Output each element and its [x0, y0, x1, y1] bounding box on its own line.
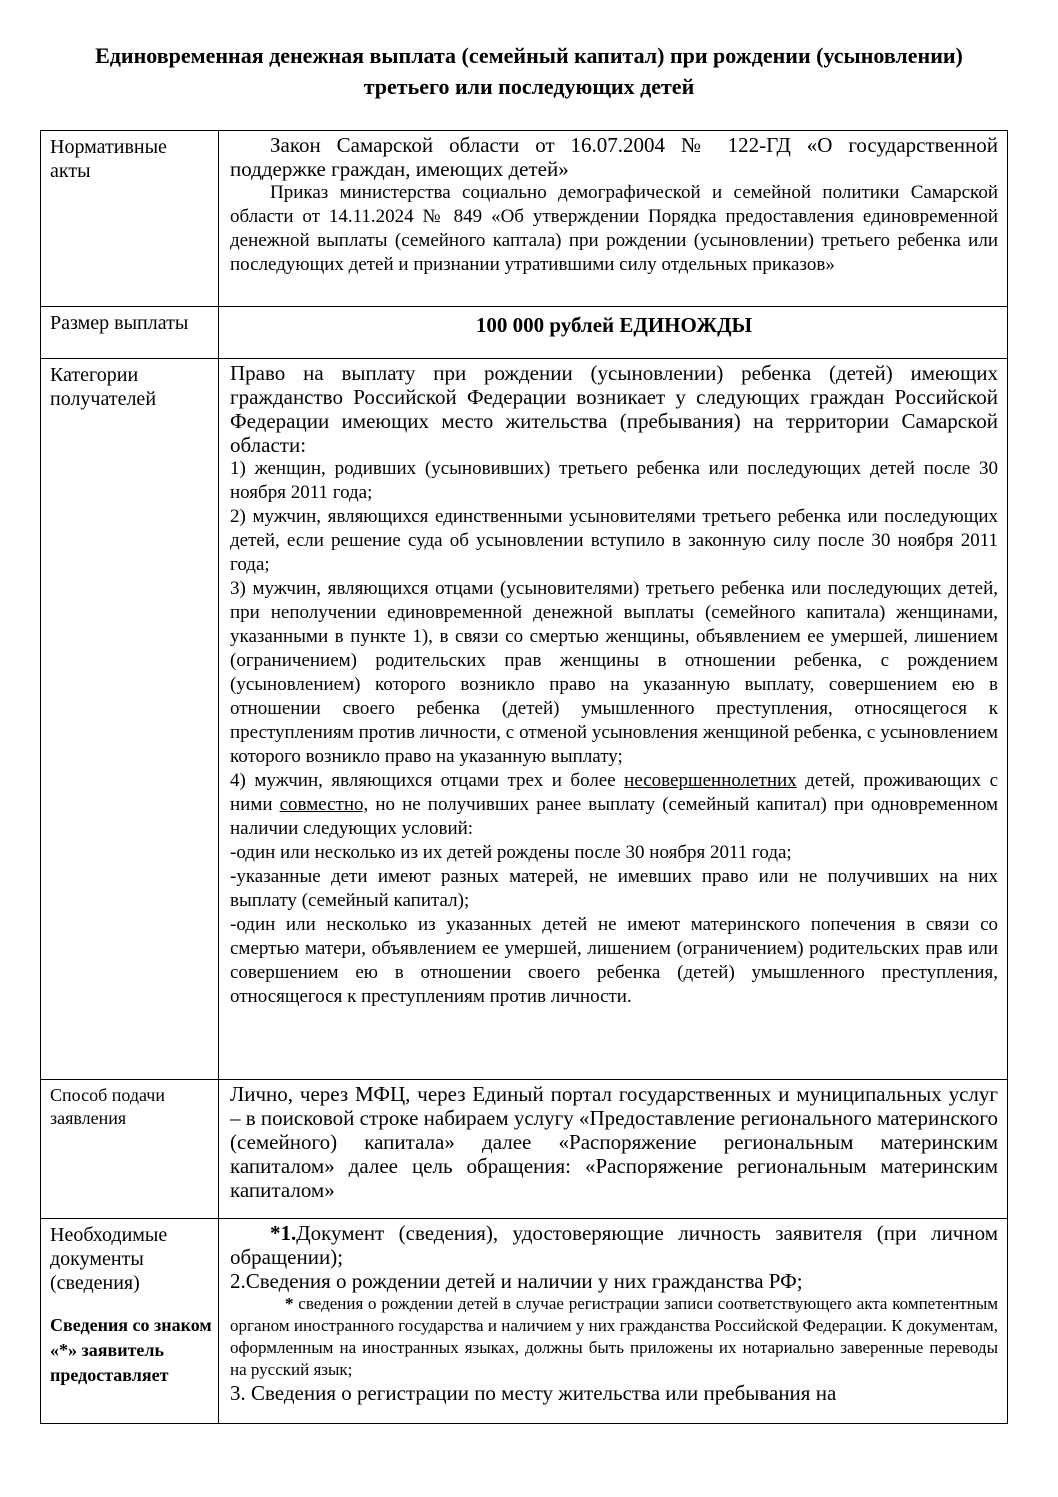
item4-part-a: 4) мужчин, являющихся отцами трех и более	[230, 770, 625, 791]
item4-part-c: но не получивших ранее выплату (семейный капитал) при одновременном наличии следующих условий:	[230, 794, 998, 839]
category-item-4	[230, 769, 998, 841]
category-item-1: 1) женщин, родивших (усыновивших) третьего ребенка или последующих детей после 30 ноября 2011 года;	[230, 458, 998, 503]
item4-underline-minors: несовершеннолетних	[624, 770, 797, 791]
categories-intro: Право на выплату при рождении (усыновлении) ребенка (детей) имеющих гражданство Российской Федерации возникает у следующих граждан Российской Федерации имеющих место жительства (пребывания) на территории Самарской области:	[230, 361, 998, 457]
document-item-3: 3. Сведения о регистрации по месту жительства или пребывания на	[230, 1381, 837, 1405]
label-payment-amount: Размер выплаты	[41, 307, 219, 359]
required-documents-title: Необходимые документы (сведения)	[50, 1224, 168, 1294]
info-table	[40, 130, 1008, 1424]
content-required-documents	[219, 1219, 1008, 1424]
law-reference: Закон Самарской области от 16.07.2004 № 122-ГД «О государственной поддержке граждан, имеющих детей»	[230, 133, 998, 181]
row-required-documents	[41, 1219, 1008, 1424]
document-item-1	[230, 1221, 998, 1269]
payment-amount-value: 100 000 рублей ЕДИНОЖДЫ	[475, 313, 753, 337]
document-item-2-note-marker: *	[285, 1294, 294, 1313]
row-application-method	[41, 1080, 1008, 1219]
content-payment-amount	[219, 307, 1008, 359]
document-item-2-note	[230, 1293, 998, 1381]
label-recipient-categories: Категории получателей	[41, 359, 219, 1080]
label-required-documents	[41, 1219, 219, 1424]
row-normative-acts	[41, 131, 1008, 307]
application-method-text: Лично, через МФЦ, через Единый портал государственных и муниципальных услуг – в поисковой строке набираем услугу «Предоставление регионального материнского (семейного) капитала» далее «Распоряжение региональным материнским капиталом» далее цель обращения: «Распоряжение региональным материнским капиталом»	[230, 1082, 998, 1202]
document-item-2-note-text: сведения о рождении детей в случае регистрации записи соответствующего акта компетентным органом иностранного государства и наличием у них гражданства Российской Федерации. К документам, оформленным на иностранных языках, должны быть приложены их нотариально заверенные переводы на русский язык;	[230, 1294, 998, 1379]
content-application-method	[219, 1080, 1008, 1219]
star-documents-note: Сведения со знаком «*» заявитель предоставляет	[50, 1315, 212, 1385]
row-payment-amount	[41, 307, 1008, 359]
item4-part-b: детей, проживающих с ними	[230, 770, 998, 815]
page-title: Единовременная денежная выплата (семейный капитал) при рождении (усыновлении) третьего или последующих детей	[95, 43, 963, 99]
label-application-method: Способ подачи заявления	[41, 1080, 219, 1219]
content-recipient-categories	[219, 359, 1008, 1080]
item4-underline-jointly: совместно,	[279, 794, 369, 815]
label-normative-acts: Нормативные акты	[41, 131, 219, 307]
content-normative-acts	[219, 131, 1008, 307]
document-item-1-text: Документ (сведения), удостоверяющие личность заявителя (при личном обращении);	[230, 1221, 998, 1269]
document-item-2: 2.Сведения о рождении детей и наличии у них гражданства РФ;	[230, 1269, 803, 1293]
row-recipient-categories	[41, 359, 1008, 1080]
condition-2: -указанные дети имеют разных матерей, не имевших право или не получивших на них выплату (семейный капитал);	[230, 866, 998, 911]
category-item-2: 2) мужчин, являющихся единственными усыновителями третьего ребенка или последующих детей, если решение суда об усыновлении вступило в законную силу после 30 ноября 2011 года;	[230, 506, 998, 575]
order-reference: Приказ министерства социально демографической и семейной политики Самарской области от 14.11.2024 № 849 «Об утверждении Порядка предоставления единовременной денежной выплаты (семейного каптала) при рождении (усыновлении) третьего ребенка или последующих детей и признании утратившими силу отдельных приказов»	[230, 182, 998, 275]
condition-3: -один или несколько из указанных детей не имеют материнского попечения в связи со смертью матери, объявлением ее умершей, лишением (ограничением) родительских прав или совершением ею в отношении своего ребенка (детей) умышленного преступления, относящегося к преступлениям против личности.	[230, 914, 998, 1007]
document-item-1-marker: *1.	[270, 1221, 297, 1245]
condition-1: -один или несколько из их детей рождены после 30 ноября 2011 года;	[230, 842, 792, 863]
category-item-3: 3) мужчин, являющихся отцами (усыновителями) третьего ребенка или последующих детей, при неполучении единовременной денежной выплаты (семейного капитала) женщинами, указанными в пункте 1), в связи со смертью женщины, объявлением ее умершей, лишением (ограничением) родительских прав женщины в отношении ребенка, с рождением (усыновлением) которого возникло право на указанную выплату, совершением ею в отношении своего ребенка (детей) умышленного преступления, относящегося к преступлениям против личности, с отменой усыновления женщиной ребенка, с усыновлением которого возникло право на указанную выплату;	[230, 578, 998, 767]
